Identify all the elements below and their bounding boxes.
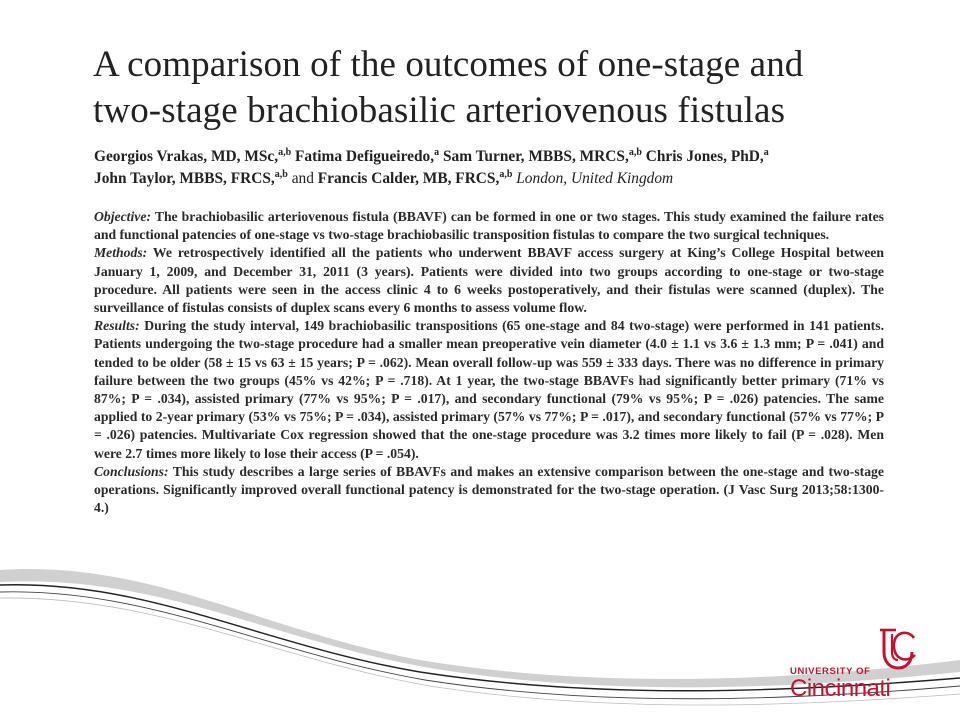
author-affiliation: a bbox=[763, 146, 769, 158]
methods-text: We retrospectively identified all the patients who underwent BBAVF access surgery at King’s College Hospital between January 1, 2009, and December 31, 2011 (3 years). Patients were divided into two groups according to one-stage or two-stage procedure. All patients were seen in the access clinic 4 to 6 weeks postoperatively, and their fistulas were scanned (duplex). The surveillance of fistulas consists of duplex scans every 6 months to assess volume flow. bbox=[94, 245, 884, 316]
and-word: and bbox=[291, 170, 314, 187]
abstract-methods bbox=[94, 244, 884, 317]
author-affiliation: a,b bbox=[278, 146, 292, 158]
abstract bbox=[94, 208, 884, 517]
paper-title bbox=[93, 42, 873, 134]
title-line-2: two-stage brachiobasilic arteriovenous fistulas bbox=[93, 90, 786, 131]
university-logo bbox=[790, 628, 940, 708]
objective-text: The brachiobasilic arteriovenous fistula (BBAVF) can be formed in one or two stages. This study examined the failure rates and functional patencies of one-stage vs two-stage brachiobasilic transposition fistulas to compare the two surgical techniques. bbox=[94, 209, 884, 243]
author-name: Georgios Vrakas, MD, MSc, bbox=[94, 148, 279, 165]
methods-label: Methods: bbox=[94, 245, 148, 261]
logo-cincinnati-text: Cincinnati bbox=[790, 675, 891, 702]
conclusions-text: This study describes a large series of BBAVFs and makes an extensive comparison between the one-stage and two-stage operations. Significantly improved overall functional patency is demonstrated for the two-stage operation. (J Vasc Surg 2013;58:1300-4.) bbox=[94, 463, 884, 516]
abstract-results bbox=[94, 317, 884, 463]
author-affiliation: a,b bbox=[628, 146, 642, 158]
results-text: During the study interval, 149 brachiobasilic transpositions (65 one-stage and 84 two-stage) were performed in 141 patients. Patients undergoing the two-stage procedure had a smaller mean preoperative vein diameter (4.0 ± 1.1 vs 3.6 ± 1.3 mm; P = .041) and tended to be older (58 ± 15 vs 63 ± 15 years; P = .062). Mean overall follow-up was 559 ± 333 days. There was no difference in primary failure between the two groups (45% vs 42%; P = .718). At 1 year, the two-stage BBAVFs had significantly better primary (71% vs 87%; P = .034), assisted primary (77% vs 95%; P = .017), and secondary functional (79% vs 95%; P = .026) patencies. The same applied to 2-year primary (53% vs 75%; P = .034), assisted primary (57% vs 77%; P = .017), and secondary functional (57% vs 77%; P = .026) patencies. Multivariate Cox regression showed that the one-stage procedure was 3.2 times more likely to fail (P = .028). Men were 2.7 times more likely to lose their access (P = .054). bbox=[94, 318, 884, 461]
author-affiliation: a bbox=[434, 146, 440, 158]
results-label: Results: bbox=[94, 318, 140, 334]
title-line-1: A comparison of the outcomes of one-stage and bbox=[93, 44, 804, 85]
author-name: Fatima Defigueiredo, bbox=[295, 148, 435, 165]
uc-logo-icon bbox=[878, 628, 918, 672]
abstract-objective bbox=[94, 208, 884, 244]
conclusions-label: Conclusions: bbox=[94, 463, 169, 479]
author-name: Sam Turner, MBBS, MRCS, bbox=[442, 148, 629, 165]
author-affiliation: a,b bbox=[499, 168, 513, 180]
objective-label: Objective: bbox=[94, 209, 151, 224]
author-affiliation: a,b bbox=[274, 168, 288, 180]
author-name: Chris Jones, PhD, bbox=[645, 148, 764, 165]
author-name: Francis Calder, MB, FRCS, bbox=[317, 170, 500, 187]
author-list bbox=[94, 146, 884, 190]
abstract-conclusions bbox=[94, 463, 884, 518]
author-name: John Taylor, MBBS, FRCS, bbox=[94, 170, 275, 187]
author-location: London, United Kingdom bbox=[516, 170, 674, 187]
logo-university-text: UNIVERSITY OF bbox=[790, 666, 871, 677]
